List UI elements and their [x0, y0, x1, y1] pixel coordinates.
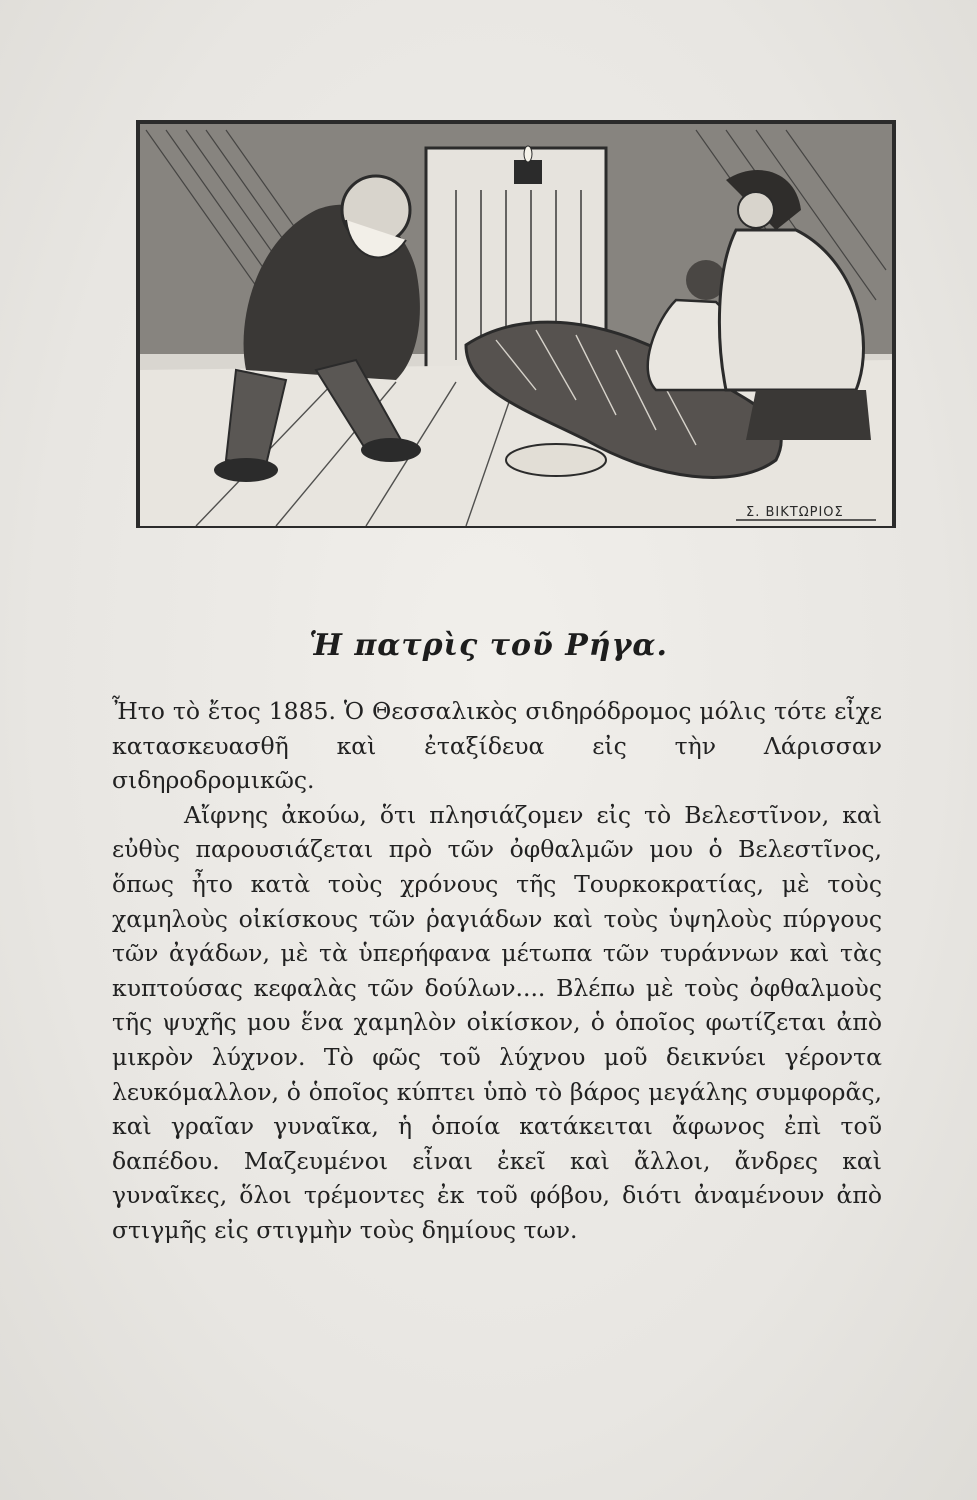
chapter-body: [112, 694, 882, 1248]
lamp-icon: [514, 160, 542, 184]
woodcut-illustration: [136, 120, 896, 530]
paragraph-1: Ἦτο τὸ ἔτος 1885. Ὁ Θεσσαλικὸς σιδηρόδρομος μόλις τότε εἶχε κατασκευασθῆ καὶ ἐταξίδευα εἰς τὴν Λάρισσαν σιδηροδρομικῶς.: [112, 697, 882, 795]
paragraph-2: Αἴφνης ἀκούω, ὅτι πλησιάζομεν εἰς τὸ Βελεστῖνον, καὶ εὐθὺς παρουσιάζεται πρὸ τῶν ὀφθαλμῶν μου ὁ Βελεστῖνος, ὅπως ἦτο κατὰ τοὺς χρόνους τῆς Τουρκοκρατίας, μὲ τοὺς χαμηλοὺς οἰκίσκους τῶν ῥαγιάδων καὶ τοὺς ὑψηλοὺς πύργους τῶν ἀγάδων, μὲ τὰ ὑπερήφανα μέτωπα τῶν τυράννων καὶ τὰς κυπτούσας κεφαλὰς τῶν δούλων.... Βλέπω μὲ τοὺς ὀφθαλμοὺς τῆς ψυχῆς μου ἕνα χαμηλὸν οἰκίσκον, ὁ ὁποῖος φωτίζεται ἀπὸ μικρὸν λύχνον. Τὸ φῶς τοῦ λύχνου μοῦ δεικνύει γέροντα λευκόμαλλον, ὁ ὁποῖος κύπτει ὑπὸ τὸ βάρος μεγάλης συμφορᾶς, καὶ γραῖαν γυναῖκα, ἡ ὁποία κατάκειται ἄφωνος ἐπὶ τοῦ δαπέδου. Μαζευμένοι εἶναι ἐκεῖ καὶ ἄλλοι, ἄνδρες καὶ γυναῖκες, ὅλοι τρέμοντες ἐκ τοῦ φόβου, διότι ἀναμένουν ἀπὸ στιγμῆς εἰς στιγμὴν τοὺς δημίους των.: [112, 800, 882, 1244]
lamp-flame-icon: [524, 146, 532, 162]
artist-signature: Σ. ΒΙΚΤΩΡΙΟΣ: [746, 505, 844, 520]
chapter-title: Ἡ πατρὶς τοῦ Ρήγα.: [309, 628, 668, 663]
woodcut-scene: [136, 120, 896, 530]
